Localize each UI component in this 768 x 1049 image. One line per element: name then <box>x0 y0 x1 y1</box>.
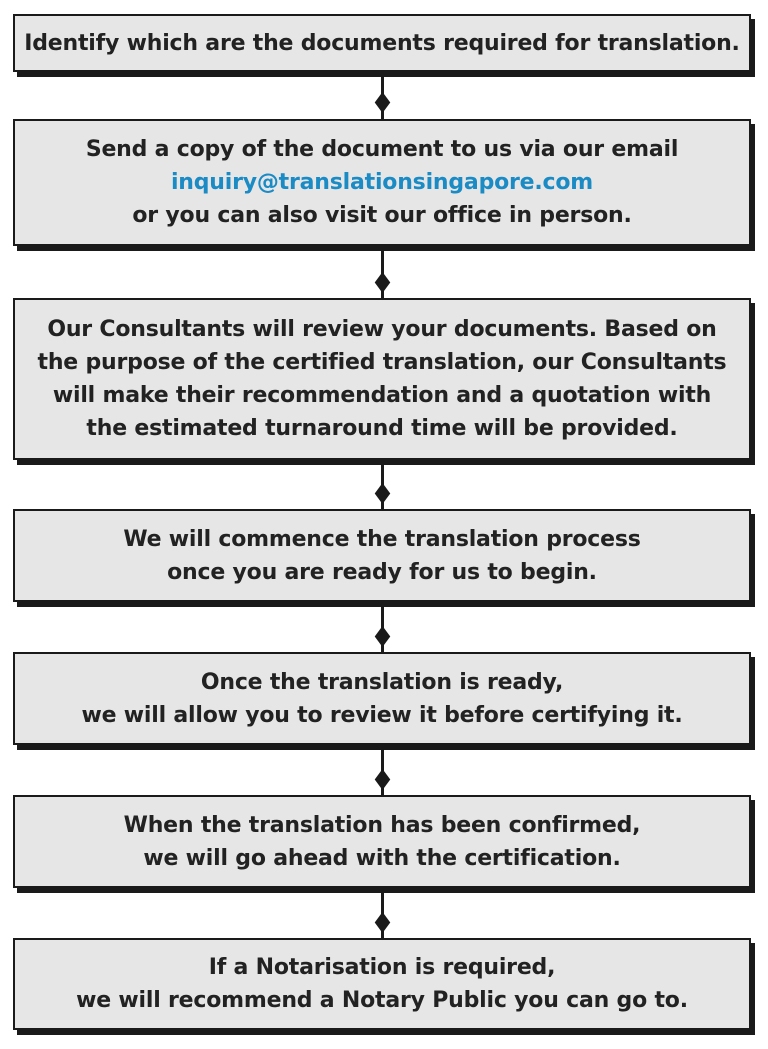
step-5-text-line-2: we will allow you to review it before certifying it. <box>81 702 683 728</box>
flow-step-4 <box>13 509 751 602</box>
step-7-text-line-1: If a Notarisation is required, <box>208 955 556 980</box>
flow-step-1 <box>13 14 751 72</box>
connector-2-diamond-icon <box>375 272 391 293</box>
step-6-text-line-2: we will go ahead with the certification. <box>143 845 621 871</box>
step-4-text-line-2: once you are ready for us to begin. <box>167 559 597 585</box>
step-3-text-line-2: the purpose of the certified translation, our Consultants <box>37 350 727 375</box>
step-3-text-line-3: will make their recommendation and a quotation with <box>52 383 712 408</box>
step-2-text-line-3: or you can also visit our office in person. <box>132 203 632 228</box>
step-7-text-line-2: we will recommend a Notary Public you can go to. <box>76 988 688 1013</box>
connector-4-diamond-icon <box>375 626 391 647</box>
step-3-text-line-1: Our Consultants will review your documents. Based on <box>47 317 717 342</box>
connector-5-diamond-icon <box>375 769 391 790</box>
flow-step-6 <box>13 795 751 888</box>
flow-step-5 <box>13 652 751 745</box>
step-6-text-line-1: When the translation has been confirmed, <box>123 812 641 838</box>
step-2-text-line-1: Send a copy of the document to us via our email <box>85 137 679 162</box>
step-3-text-line-4: the estimated turnaround time will be provided. <box>86 416 678 441</box>
step-5-text-line-1: Once the translation is ready, <box>200 669 564 695</box>
flow-step-3 <box>13 298 751 460</box>
connector-3-diamond-icon <box>375 483 391 504</box>
connector-6-diamond-icon <box>375 912 391 933</box>
connector-1-diamond-icon <box>375 92 391 113</box>
step-1-text: Identify which are the documents required for translation. <box>24 30 740 56</box>
flow-step-7 <box>13 938 751 1030</box>
step-4-text-line-1: We will commence the translation process <box>123 526 641 552</box>
flow-step-2 <box>13 119 751 246</box>
email-link[interactable]: inquiry@translationsingapore.com <box>170 170 594 195</box>
